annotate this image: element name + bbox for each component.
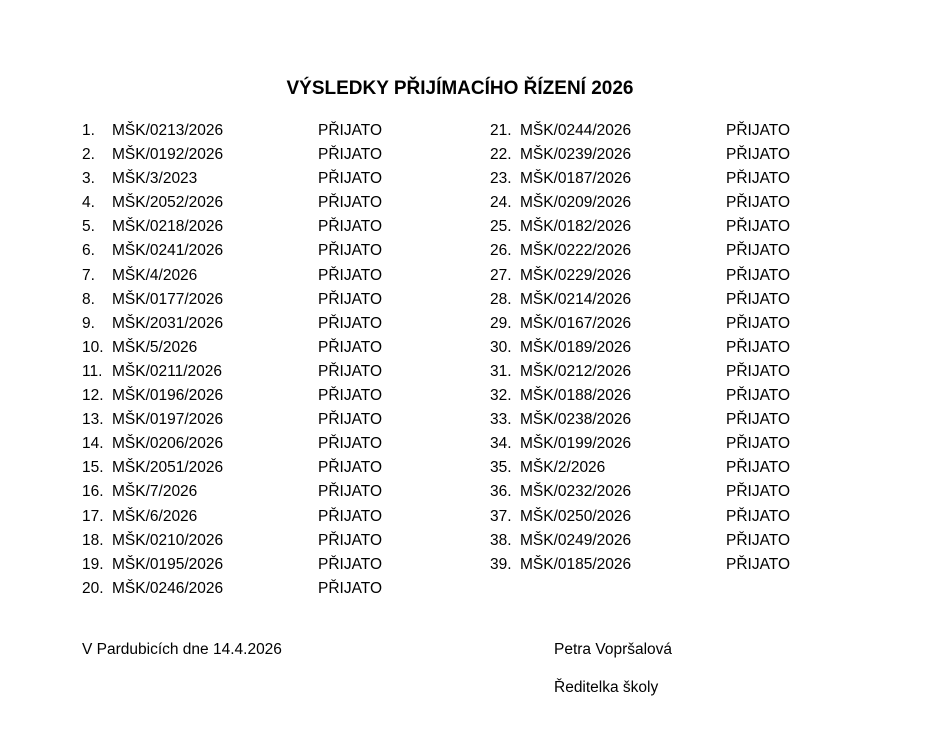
admission-status: PŘIJATO <box>318 507 383 525</box>
admission-status: PŘIJATO <box>318 555 383 573</box>
applicant-code: MŠK/0246/2026 <box>112 579 224 597</box>
admission-status: PŘIJATO <box>726 266 791 284</box>
admission-status: PŘIJATO <box>318 266 383 284</box>
admission-status: PŘIJATO <box>318 459 383 477</box>
applicant-code: MŠK/0249/2026 <box>520 531 632 549</box>
item-number: 30. <box>490 338 512 356</box>
applicant-code: MŠK/0214/2026 <box>520 290 632 308</box>
item-number: 8. <box>82 290 95 308</box>
applicant-code: MŠK/7/2026 <box>112 483 198 501</box>
admission-status: PŘIJATO <box>318 194 383 212</box>
admission-status: PŘIJATO <box>318 242 383 260</box>
applicant-code: MŠK/6/2026 <box>112 507 198 525</box>
admission-status: PŘIJATO <box>318 387 383 405</box>
item-number: 38. <box>490 531 512 549</box>
admission-status: PŘIJATO <box>726 555 791 573</box>
item-number: 29. <box>490 314 512 332</box>
applicant-code: MŠK/0212/2026 <box>520 362 632 380</box>
applicant-code: MŠK/0187/2026 <box>520 170 632 188</box>
item-number: 22. <box>490 146 512 164</box>
item-number: 5. <box>82 218 95 236</box>
item-number: 17. <box>82 507 104 525</box>
admission-status: PŘIJATO <box>318 290 383 308</box>
applicant-code: MŠK/0206/2026 <box>112 435 224 453</box>
item-number: 20. <box>82 579 104 597</box>
item-number: 15. <box>82 459 104 477</box>
item-number: 31. <box>490 362 512 380</box>
applicant-code: MŠK/0192/2026 <box>112 146 224 164</box>
applicant-code: MŠK/0241/2026 <box>112 242 224 260</box>
document-title: VÝSLEDKY PŘIJÍMACÍHO ŘÍZENÍ 2026 <box>286 78 634 99</box>
item-number: 2. <box>82 146 95 164</box>
item-number: 6. <box>82 242 95 260</box>
applicant-code: MŠK/2/2026 <box>520 459 606 477</box>
applicant-code: MŠK/0189/2026 <box>520 338 632 356</box>
applicant-code: MŠK/0210/2026 <box>112 531 224 549</box>
applicant-code: MŠK/0239/2026 <box>520 146 632 164</box>
admission-status: PŘIJATO <box>318 531 383 549</box>
applicant-code: MŠK/2052/2026 <box>112 194 224 212</box>
admission-status: PŘIJATO <box>726 146 791 164</box>
item-number: 35. <box>490 459 512 477</box>
item-number: 1. <box>82 122 95 139</box>
admission-status: PŘIJATO <box>726 290 791 308</box>
applicant-code: MŠK/0232/2026 <box>520 483 632 501</box>
admission-status: PŘIJATO <box>318 122 383 139</box>
applicant-code: MŠK/5/2026 <box>112 338 198 356</box>
item-number: 11. <box>82 362 103 380</box>
applicant-code: MŠK/0197/2026 <box>112 411 224 429</box>
admission-status: PŘIJATO <box>318 483 383 501</box>
item-number: 19. <box>82 555 104 573</box>
applicant-code: MŠK/0196/2026 <box>112 387 224 405</box>
item-number: 26. <box>490 242 512 260</box>
item-number: 18. <box>82 531 104 549</box>
admission-status: PŘIJATO <box>318 362 383 380</box>
admission-status: PŘIJATO <box>318 579 383 597</box>
item-number: 16. <box>82 483 104 501</box>
place-date: V Pardubicích dne 14.4.2026 <box>82 641 282 658</box>
applicant-code: MŠK/0188/2026 <box>520 387 632 405</box>
admission-status: PŘIJATO <box>318 314 383 332</box>
item-number: 32. <box>490 387 512 405</box>
admission-status: PŘIJATO <box>318 146 383 164</box>
admission-status: PŘIJATO <box>726 483 791 501</box>
item-number: 21. <box>490 122 512 139</box>
item-number: 34. <box>490 435 512 453</box>
applicant-code: MŠK/0182/2026 <box>520 218 632 236</box>
applicant-code: MŠK/0167/2026 <box>520 314 632 332</box>
applicant-code: MŠK/3/2023 <box>112 170 198 188</box>
item-number: 3. <box>82 170 95 188</box>
applicant-code: MŠK/0185/2026 <box>520 555 632 573</box>
item-number: 37. <box>490 507 512 525</box>
admission-status: PŘIJATO <box>318 170 383 188</box>
item-number: 23. <box>490 170 512 188</box>
admission-status: PŘIJATO <box>726 122 791 139</box>
admission-status: PŘIJATO <box>318 411 383 429</box>
admission-status: PŘIJATO <box>318 218 383 236</box>
admission-status: PŘIJATO <box>726 435 791 453</box>
item-number: 14. <box>82 435 104 453</box>
admission-status: PŘIJATO <box>726 362 791 380</box>
applicant-code: MŠK/0213/2026 <box>112 122 224 139</box>
item-number: 7. <box>82 266 95 284</box>
applicant-code: MŠK/2051/2026 <box>112 459 224 477</box>
item-number: 9. <box>82 314 95 332</box>
admission-status: PŘIJATO <box>726 314 791 332</box>
applicant-code: MŠK/0177/2026 <box>112 290 224 308</box>
admission-status: PŘIJATO <box>726 170 791 188</box>
admission-status: PŘIJATO <box>318 435 383 453</box>
applicant-code: MŠK/0229/2026 <box>520 266 632 284</box>
item-number: 27. <box>490 266 512 284</box>
admission-status: PŘIJATO <box>726 242 791 260</box>
applicant-code: MŠK/0199/2026 <box>520 435 632 453</box>
item-number: 39. <box>490 555 512 573</box>
applicant-code: MŠK/4/2026 <box>112 266 198 284</box>
admission-status: PŘIJATO <box>726 507 791 525</box>
applicant-code: MŠK/0244/2026 <box>520 122 632 139</box>
admission-status: PŘIJATO <box>726 411 791 429</box>
applicant-code: MŠK/2031/2026 <box>112 314 224 332</box>
admission-status: PŘIJATO <box>726 387 791 405</box>
admission-status: PŘIJATO <box>726 531 791 549</box>
admission-status: PŘIJATO <box>726 194 791 212</box>
item-number: 36. <box>490 483 512 501</box>
signer-name: Petra Vopršalová <box>554 641 673 658</box>
applicant-code: MŠK/0209/2026 <box>520 194 632 212</box>
admission-status: PŘIJATO <box>726 459 791 477</box>
admission-status: PŘIJATO <box>726 218 791 236</box>
item-number: 4. <box>82 194 95 212</box>
admission-status: PŘIJATO <box>726 338 791 356</box>
item-number: 10. <box>82 338 104 356</box>
item-number: 24. <box>490 194 512 212</box>
admission-status: PŘIJATO <box>318 338 383 356</box>
applicant-code: MŠK/0211/2026 <box>112 362 223 380</box>
applicant-code: MŠK/0218/2026 <box>112 218 224 236</box>
applicant-code: MŠK/0238/2026 <box>520 411 632 429</box>
item-number: 33. <box>490 411 512 429</box>
item-number: 13. <box>82 411 104 429</box>
applicant-code: MŠK/0250/2026 <box>520 507 632 525</box>
item-number: 28. <box>490 290 512 308</box>
applicant-code: MŠK/0195/2026 <box>112 555 224 573</box>
applicant-code: MŠK/0222/2026 <box>520 242 632 260</box>
item-number: 12. <box>82 387 104 405</box>
item-number: 25. <box>490 218 512 236</box>
signer-role: Ředitelka školy <box>554 679 659 696</box>
